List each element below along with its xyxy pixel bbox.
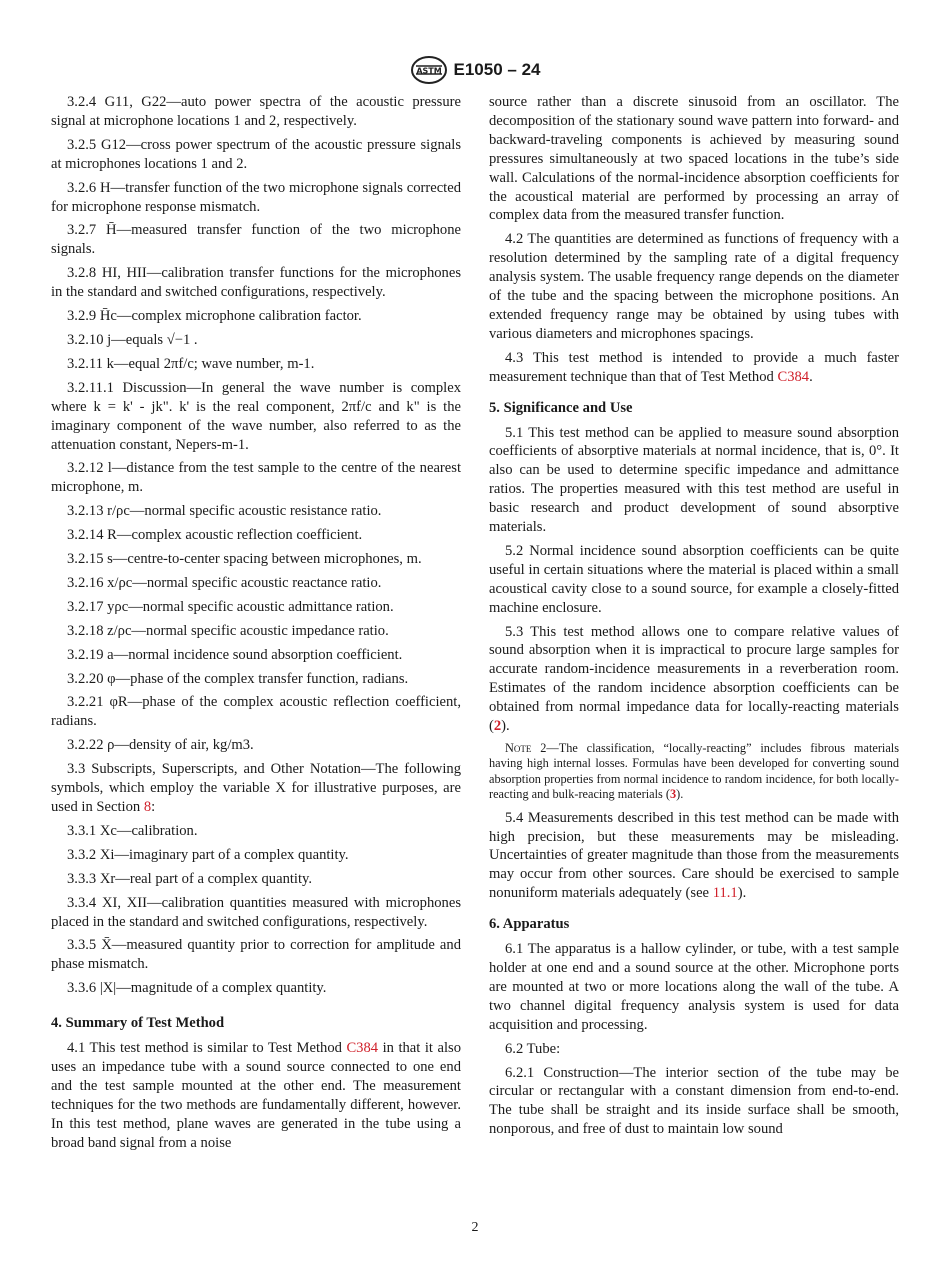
para-6-1: 6.1 The apparatus is a hallow cylinder, or tube, with a test sample holder at one end and a sound source at the other. Microphone ports are mounted at two or more locations along the wall of the tube. A two channel digital frequency analysis system is used for data acquisition and processing. — [489, 941, 899, 1033]
note-label: Note 2 — [505, 741, 547, 755]
def-3-2-11: 3.2.11 k—equal 2πf/c; wave number, m-1. — [67, 355, 315, 372]
para-6-2-1: 6.2.1 Construction—The interior section of the tube may be circular or rectangular with a constant dimension from end-to-end. The tube shall be straight and its inside surface shall be smooth, nonporous, and free of dust to maintain low sound — [489, 1064, 899, 1138]
para-4-3: 4.3 This test method is intended to provide a much faster measurement technique than that of Test Method C384. — [489, 349, 899, 385]
def-3-2-7: 3.2.7 H̄—measured transfer function of the two microphone signals. — [51, 222, 461, 258]
right-column — [489, 93, 899, 1144]
document-id: E1050 – 24 — [453, 60, 541, 79]
def-3-2-14: 3.2.14 R—complex acoustic reflection coefficient. — [67, 527, 363, 544]
def-3-3-4: 3.3.4 XI, XII—calibration quantities measured with microphones placed in the standard and switched configurations, respectively. — [51, 894, 461, 930]
para-6-2: 6.2 Tube: — [505, 1040, 561, 1057]
def-3-2-17: 3.2.17 yρc—normal specific acoustic admittance ration. — [67, 598, 394, 615]
page-number: 2 — [471, 1220, 479, 1235]
def-3-3-2: 3.3.2 Xi—imaginary part of a complex quantity. — [67, 846, 349, 863]
def-3-2-15: 3.2.15 s—centre-to-center spacing between microphones, m. — [67, 551, 422, 568]
def-3-2-16: 3.2.16 x/ρc—normal specific acoustic reactance ratio. — [67, 574, 382, 591]
c384-link-2[interactable]: C384 — [777, 368, 810, 385]
section-6-heading: 6. Apparatus — [489, 916, 570, 933]
def-3-2-19: 3.2.19 a—normal incidence sound absorption coefficient. — [67, 646, 403, 663]
section-4-heading: 4. Summary of Test Method — [51, 1015, 225, 1032]
astm-logo-icon — [410, 55, 448, 85]
def-3-2-20: 3.2.20 φ—phase of the complex transfer function, radians. — [67, 670, 409, 687]
def-3-2-9: 3.2.9 H̄c—complex microphone calibration factor. — [67, 308, 362, 325]
note-2: Note 2—The classification, “locally-reacting” includes fibrous materials having high internal losses. Formulas have been developed for converting sound absorption properties from normal incidence to random incidence, for both locally-reacting and bulk-reacing materials (3). — [489, 741, 899, 802]
para-5-3: 5.3 This test method allows one to compare relative values of sound absorption when it is impractical to procure large samples for accurate random-incidence measurements in a reverberation room. Estimates of the random incidence absorption coefficients can be obtained from normal impedance data for locally-reacting materials (2). — [489, 623, 899, 735]
def-3-2-13: 3.2.13 r/ρc—normal specific acoustic resistance ratio. — [67, 503, 382, 520]
para-4-2: 4.2 The quantities are determined as functions of frequency with a resolution determined by the sampling rate of a digital frequency analysis system. The usable frequency range depends on the diameter of the tube and the spacing between the microphone positions. An extended frequency range may be obtained by using tubes with various diameters and microphones spacings. — [489, 231, 899, 342]
def-3-2-8: 3.2.8 HI, HII—calibration transfer functions for the microphones in the standard and switched configurations, respectively. — [51, 265, 461, 301]
para-5-1: 5.1 This test method can be applied to measure sound absorption coefficients of absorptive materials at normal incidence, that is, 0°. It also can be used to determine specific impedance and admittance ratios. The properties measured with this test method are useful in basic research and product development of sound absorptive materials. — [489, 424, 899, 536]
section-8-link[interactable]: 8 — [143, 799, 152, 815]
section-5-heading: 5. Significance and Use — [489, 399, 633, 416]
def-3-2-6: 3.2.6 H—transfer function of the two microphone signals corrected for microphone response mismatch. — [51, 179, 461, 215]
page-header — [0, 55, 950, 85]
section-11-1-link[interactable]: 11.1 — [712, 885, 738, 902]
para-4-1: 4.1 This test method is similar to Test Method C384 in that it also uses an impedance tube with a sound source connected to one end and the test sample mounted at the other end. The measurement techniques for the two methods are fundamentally different, however. In this test method, plane waves are generated in the tube using a broad band signal from a noise — [51, 1040, 461, 1151]
c384-link[interactable]: C384 — [346, 1040, 379, 1057]
def-3-2-10: 3.2.10 j—equals √−1 . — [67, 331, 198, 348]
def-3-2-12: 3.2.12 l—distance from the test sample to the centre of the nearest microphone, m. — [51, 460, 461, 496]
def-3-2-5: 3.2.5 G12—cross power spectrum of the acoustic pressure signals at microphones locations 1 and 2. — [51, 136, 461, 172]
def-3-3-3: 3.3.3 Xr—real part of a complex quantity. — [67, 870, 313, 887]
section-3-3: 3.3 Subscripts, Superscripts, and Other Notation—The following symbols, which employ the variable X for illustrative purposes, are used in Section 8: — [51, 761, 461, 815]
left-column — [51, 93, 461, 1158]
ref-2-link[interactable]: 2 — [493, 718, 502, 735]
para-4-1-cont: source rather than a discrete sinusoid from an oscillator. The decomposition of the stationary sound wave pattern into forward- and backward-traveling components is achieved by measuring sound pressures simultaneously at two spaced locations in the tube’s side wall. Calculations of the normal-incidence absorption coefficients for the acoustical material are performed by processing an array of complex data from the measured transfer function. — [489, 94, 899, 224]
ref-3-link[interactable]: 3 — [669, 787, 677, 802]
def-3-3-1: 3.3.1 Xc—calibration. — [67, 822, 198, 839]
def-3-3-5: 3.3.5 X̄—measured quantity prior to correction for amplitude and phase mismatch. — [51, 937, 461, 973]
para-5-2: 5.2 Normal incidence sound absorption coefficients can be quite useful in certain situations where the material is placed within a small acoustical cavity close to a sound source, for example a closely-fitted machine enclosure. — [489, 542, 899, 616]
def-3-3-6: 3.3.6 |X|—magnitude of a complex quantity. — [67, 980, 327, 997]
def-3-2-21: 3.2.21 φR—phase of the complex acoustic reflection coefficient, radians. — [51, 694, 461, 730]
svg-text:ASTM: ASTM — [415, 66, 442, 76]
def-3-2-22: 3.2.22 ρ—density of air, kg/m3. — [67, 737, 254, 754]
def-3-2-18: 3.2.18 z/ρc—normal specific acoustic impedance ratio. — [67, 622, 389, 639]
para-5-4: 5.4 Measurements described in this test method can be made with high precision, but these measurements may be misleading. Uncertainties of greater magnitude than those from the measurements may occur from other sources. Care should be exercised to sample nonuniform materials adequately (see 11.1). — [489, 809, 899, 902]
discussion-3-2-11-1: 3.2.11.1 Discussion—In general the wave number is complex where k = k' - jk". k' is the real component, 2πf/c and k" is the imaginary component of the wave number, also referred to as the attenuation constant, Nepers-m-1. — [51, 379, 461, 453]
def-3-2-4: 3.2.4 G11, G22—auto power spectra of the acoustic pressure signal at microphone locations 1 and 2, respectively. — [51, 94, 461, 129]
